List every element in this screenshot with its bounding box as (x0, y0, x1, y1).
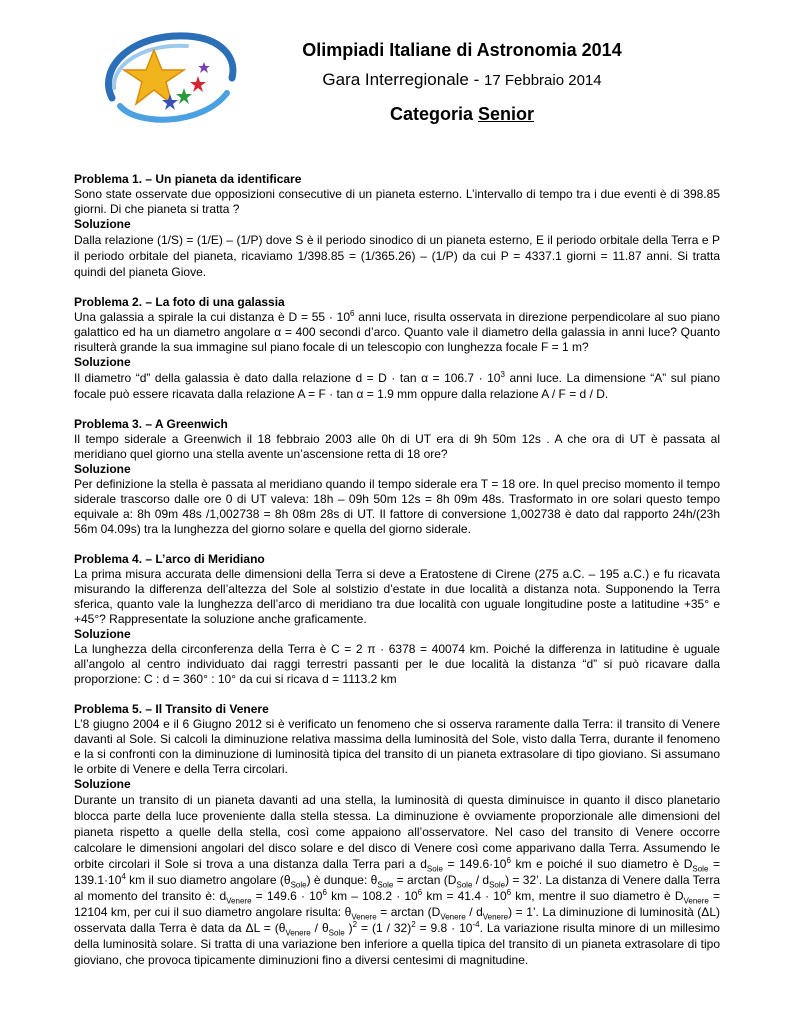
problem-5 (74, 702, 720, 968)
problem-1 (74, 172, 720, 280)
olympiad-logo (92, 28, 242, 128)
exam-date: 17 Febbraio 2014 (484, 72, 602, 89)
problem-solution: La lunghezza della circonferenza della Terra è C = 2 π · 6378 = 40074 km. Poiché la differenza in latitudine è uguale all’angolo al centro individuato dai raggi terrestri passanti per le due località la distanza “d” si può ricavare dalla proporzione: C : d = 360° : 10° da cui si ricava d = 1113.2 km (74, 642, 720, 686)
problem-question: La prima misura accurata delle dimensioni della Terra si deve a Eratostene di Cirene (275 a.C. – 195 a.C.) e fu ricavata misurando la differenza dell’altezza del Sole al solstizio d’estate in due località a distanza nota. Supponendo la Terra sferica, quanto vale la lunghezza dell’arco di meridiano tra due località con uguale longitudine poste a latitudine +35° e +45°? Rappresentate la soluzione anche graficamente. (74, 567, 720, 626)
subtitle-text: Gara Interregionale - (322, 70, 484, 89)
page-title: Olimpiadi Italiane di Astronomia 2014 (302, 40, 622, 60)
problem-2 (74, 295, 720, 402)
problem-solution: Durante un transito di un pianeta davanti ad una stella, la luminosità di questa diminuisce in quanto il disco planetario blocca parte della luce proveniente dalla stella stessa. La diminuzione è ovviamente proporzionale alle dimensioni del pianeta rispetto a quelle della stella, così come appaiono all’osservatore. Nel caso del transito di Venere occorre calcolare le dimensioni angolari del disco solare e del disco di Venere così come apparivano dalla Terra. Assumendo le orbite circolari il Sole si trova a una distanza dalla Terra pari a $d_{Sole} = 149.6\cdot 10^6$ km e poiché il suo diametro è $D_{Sole} = 139.1\cdot 10^4$ km il suo diametro angolare $(\theta_{Sole})$ è dunque: $\theta_{Sole} = \arctan (D_{Sole} / d_{Sole}) = 32$’. La distanza di Venere dalla Terra al momento del transito è: $d_{Venere} = 149.6 \cdot 10^6$ km – $108.2 \cdot 10^6$ km = $41.4 \cdot 10^6$ km, mentre il suo diametro è $D_{Venere} = 12104$ km, per cui il suo diametro angolare risulta: $\theta_{Venere} = \arctan (D_{Venere} / d_{Venere}) = 1$’. La diminuzione di luminosità (ΔL) osservata dalla Terra è data da $\Delta L = (\theta_{Venere} / \theta_{Sole}$ )$^2 = (1 / 32)^2 = 9.8 \cdot 10^{-4}$. La variazione risulta minore di un millesimo della luminosità solare. Si tratta di una variazione ben inferiore a quella tipica del transito di un pianeta extrasolare di tipo gioviano, che provoca tipicamente diminuzioni fino a diversi centesimi di magnitudine. (74, 793, 721, 967)
category-name: Senior (478, 104, 535, 124)
problem-question: Una galassia a spirale la cui distanza è $D = 55 \cdot 10^6$ anni luce, risulta osservata in direzione perpendicolare al suo piano galattico ed ha un diametro angolare α = 400 secondi d’arco. Quanto vale il diametro della galassia in anni luce? Quanto risulterà grande la sua immagine sul piano focale di un telescopio con lunghezza focale F = 1 m? (74, 309, 720, 354)
problem-4 (74, 552, 720, 687)
problem-heading: Problema 2. – La foto di una galassia (74, 295, 285, 309)
solution-label: Soluzione (74, 217, 131, 231)
problem-solution: Per definizione la stella è passata al meridiano quando il tempo siderale era T = 18 ore. In quel preciso momento il tempo siderale trascorso dalle ore 0 di UT valeva: 18h – 09h 50m 12s = 8h 09m 48s. Trasformato in ore solari questo tempo equivale a: 8h 09m 48s /1,002738 = 8h 08m 28s di UT. Il fattore di conversione 1,002738 è dato dal rapporto 24h/(23h 56m 04.09s) tra la lunghezza del giorno solare e quella del giorno siderale. (74, 477, 720, 536)
problem-3 (74, 417, 720, 537)
problem-heading: Problema 5. – Il Transito di Venere (74, 702, 269, 716)
solution-label: Soluzione (74, 627, 131, 641)
problems-list (74, 172, 720, 983)
solution-label: Soluzione (74, 462, 131, 476)
page-subtitle (232, 70, 692, 90)
problem-heading: Problema 4. – L’arco di Meridiano (74, 552, 265, 566)
solution-label: Soluzione (74, 355, 131, 369)
problem-solution: Dalla relazione (1/S) = (1/E) – (1/P) dove S è il periodo sinodico di un pianeta esterno, E il periodo orbitale della Terra e P il periodo orbitale del pianeta, ricaviamo 1/398.85 = (1/365.26) – (1/P) da cui P = 4337.1 giorni = 11.87 anni. Si tratta quindi del pianeta Giove. (74, 233, 720, 279)
problem-heading: Problema 1. – Un pianeta da identificare (74, 172, 302, 186)
problem-question: L’8 giugno 2004 e il 6 Giugno 2012 si è verificato un fenomeno che si osserva raramente dalla Terra: il transito di Venere davanti al Sole. Si calcoli la diminuzione relativa massima della luminosità del Sole, visto dalla Terra, durante il fenomeno e la si confronti con la diminuzione di luminosità tipica del transito di un pianeta extrasolare di tipo gioviano. Si assumano le orbite di Venere e della Terra circolari. (74, 717, 720, 776)
problem-solution: Il diametro “d” della galassia è dato dalla relazione $d = D \cdot \tan \alpha = 106.7 \cdot 10^3$ anni luce. La dimensione “A” sul piano focale può essere ricavata dalla relazione A = F · tan α = 1.9 mm oppure dalla relazione A / F = d / D. (74, 370, 721, 401)
solution-label: Soluzione (74, 777, 131, 791)
category-heading (232, 104, 692, 125)
problem-question: Sono state osservate due opposizioni consecutive di un pianeta esterno. L’intervallo di tempo tra i due eventi è di 398.85 giorni. Di che pianeta si tratta ? (74, 187, 720, 216)
category-prefix: Categoria (389, 104, 478, 124)
problem-heading: Problema 3. – A Greenwich (74, 417, 228, 431)
problem-question: Il tempo siderale a Greenwich il 18 febbraio 2003 alle 0h di UT era di 9h 50m 12s . A che ora di UT è passata al meridiano quel giorno una stella avente un’ascensione retta di 18 ore? (74, 432, 720, 461)
